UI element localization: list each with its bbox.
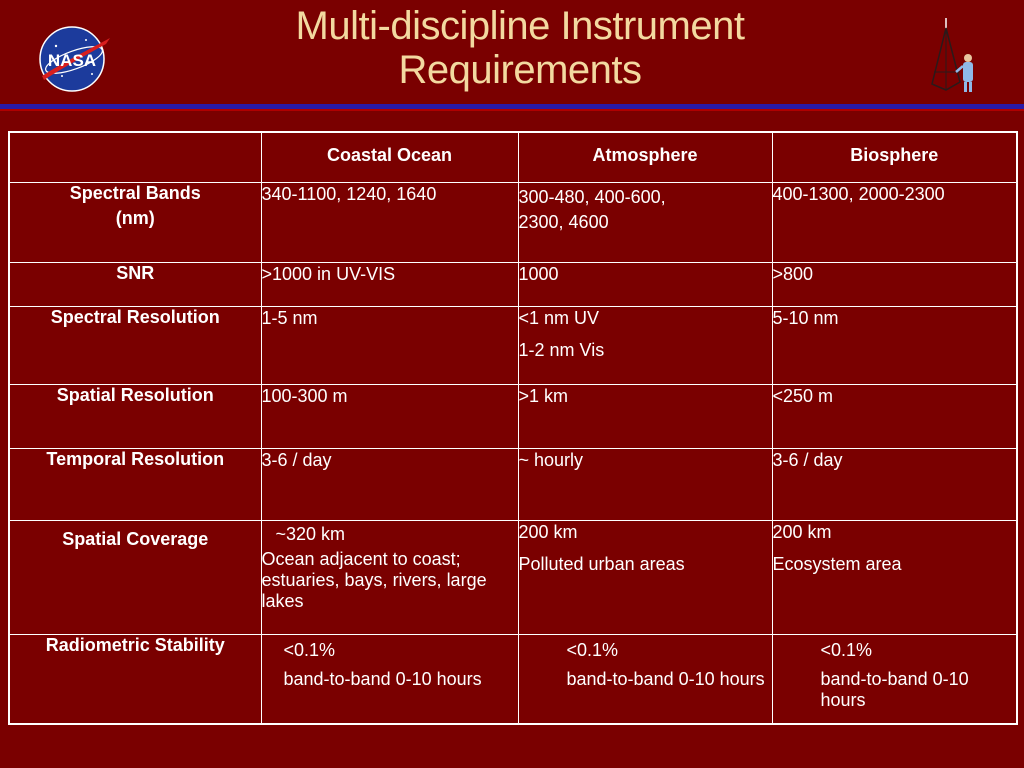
- telescope-person-figure: [912, 14, 984, 96]
- nasa-logo: [36, 24, 112, 94]
- table-row: [9, 634, 1017, 724]
- row-label: [9, 448, 261, 520]
- cell-coastal-ocean: [261, 634, 518, 724]
- cell-value: >1000 in UV-VIS: [261, 263, 396, 284]
- table-row: [9, 182, 1017, 262]
- row-label: [9, 520, 261, 634]
- cell-value: <0.1%: [283, 639, 336, 660]
- cell-atmosphere: [518, 448, 772, 520]
- cell-value: 200 km: [772, 521, 832, 542]
- row-label-text: Spatial Resolution: [56, 384, 214, 405]
- cell-value: 340-1100, 1240, 1640: [261, 183, 437, 204]
- title-line-2: Requirements: [398, 48, 642, 92]
- table-row: [9, 448, 1017, 520]
- cell-biosphere: [772, 306, 1017, 384]
- row-label: [9, 634, 261, 724]
- cell-coastal-ocean: [261, 262, 518, 306]
- cell-value: >1 km: [518, 385, 569, 406]
- cell-value: 1000: [518, 263, 559, 284]
- cell-coastal-ocean: [261, 448, 518, 520]
- header-cell-biosphere: Biosphere: [772, 132, 1017, 182]
- header-cell-empty: [9, 132, 261, 182]
- cell-value: 3-6 / day: [772, 449, 843, 470]
- cell-value: 2300, 4600: [518, 211, 609, 232]
- cell-atmosphere: [518, 384, 772, 448]
- nasa-meatball-icon: [36, 24, 112, 94]
- cell-value: band-to-band 0-10 hours: [820, 668, 969, 710]
- table-row: [9, 384, 1017, 448]
- page-title: [200, 4, 840, 92]
- cell-atmosphere: [518, 306, 772, 384]
- row-label-text: Spectral Resolution: [50, 306, 220, 327]
- cell-coastal-ocean: [261, 384, 518, 448]
- cell-value: ~320 km: [275, 523, 346, 544]
- table-header-row: [9, 132, 1017, 182]
- header-rule-shadow: [0, 109, 1024, 111]
- cell-value: Polluted urban areas: [518, 553, 685, 574]
- header-cell-coastal-ocean: Coastal Ocean: [261, 132, 518, 182]
- cell-coastal-ocean: [261, 306, 518, 384]
- cell-value: 3-6 / day: [261, 449, 332, 470]
- row-label-text: SNR: [116, 262, 155, 283]
- cell-value: 100-300 m: [261, 385, 348, 406]
- cell-biosphere: [772, 520, 1017, 634]
- cell-coastal-ocean: [261, 520, 518, 634]
- cell-value: 300-480, 400-600,: [518, 186, 666, 207]
- row-label-text: Temporal Resolution: [46, 448, 225, 469]
- title-line-1: Multi-discipline Instrument: [295, 4, 745, 48]
- cell-value: <1 nm UV: [518, 307, 600, 328]
- cell-biosphere: [772, 634, 1017, 724]
- cell-value: 200 km: [518, 521, 578, 542]
- cell-value: ~ hourly: [518, 449, 584, 470]
- cell-value: 1-5 nm: [261, 307, 318, 328]
- cell-value: Ecosystem area: [772, 553, 902, 574]
- requirements-table: [8, 131, 1018, 725]
- cell-atmosphere: [518, 520, 772, 634]
- table-row: [9, 306, 1017, 384]
- cell-value: 5-10 nm: [772, 307, 839, 328]
- cell-atmosphere: [518, 634, 772, 724]
- cell-biosphere: [772, 262, 1017, 306]
- row-label-unit: (nm): [115, 207, 155, 228]
- table-row: [9, 262, 1017, 306]
- svg-text:NASA: NASA: [47, 51, 97, 70]
- row-label-text: Spectral Bands: [69, 182, 201, 203]
- cell-value: band-to-band 0-10 hours: [566, 668, 765, 689]
- cell-atmosphere: [518, 262, 772, 306]
- row-label: [9, 262, 261, 306]
- row-label: [9, 306, 261, 384]
- cell-biosphere: [772, 448, 1017, 520]
- cell-value: <0.1%: [820, 639, 873, 660]
- cell-biosphere: [772, 182, 1017, 262]
- row-label: [9, 182, 261, 262]
- row-label-text: Radiometric Stability: [45, 634, 225, 655]
- cell-value: Ocean adjacent to coast; estuaries, bays, rivers, large lakes: [261, 548, 487, 611]
- row-label-text: Spatial Coverage: [62, 528, 209, 549]
- cell-value: >800: [772, 263, 814, 284]
- cell-value: band-to-band 0-10 hours: [283, 668, 482, 689]
- cell-value: <0.1%: [566, 639, 619, 660]
- cell-value: <250 m: [772, 385, 834, 406]
- cell-value: 400-1300, 2000-2300: [772, 183, 945, 204]
- cell-atmosphere: [518, 182, 772, 262]
- table-row: [9, 520, 1017, 634]
- row-label: [9, 384, 261, 448]
- header-cell-atmosphere: Atmosphere: [518, 132, 772, 182]
- cell-value: 1-2 nm Vis: [518, 339, 605, 360]
- telescope-person-icon: [912, 14, 984, 96]
- cell-biosphere: [772, 384, 1017, 448]
- cell-coastal-ocean: [261, 182, 518, 262]
